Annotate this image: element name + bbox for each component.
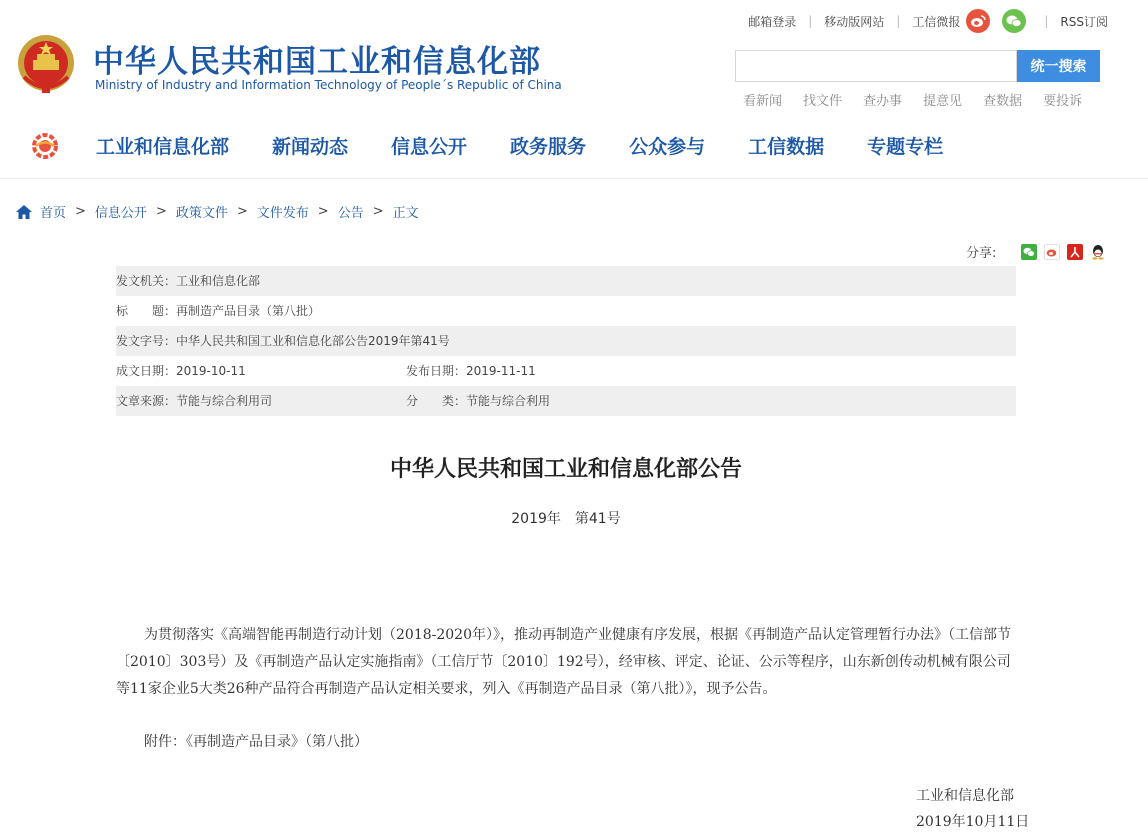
divider: | [1044, 14, 1049, 28]
breadcrumb [16, 202, 419, 221]
mail-login-link[interactable]: 邮箱登录 [748, 14, 797, 29]
main-nav [96, 132, 986, 159]
wechat-icon[interactable] [1002, 9, 1026, 33]
breadcrumb-info-disclosure[interactable]: 信息公开 [94, 206, 147, 221]
meta-row [116, 326, 1016, 356]
share-label: 分享: [966, 246, 997, 261]
quick-link-services[interactable]: 查办事 [863, 94, 903, 109]
breadcrumb-separator: > [372, 204, 384, 219]
nav-item-participation[interactable]: 公众参与 [629, 136, 706, 158]
nav-item-news[interactable]: 新闻动态 [272, 136, 349, 158]
breadcrumb-policy-documents[interactable]: 政策文件 [175, 206, 228, 221]
breadcrumb-separator: > [317, 204, 329, 219]
search-button[interactable]: 统一搜索 [1017, 50, 1100, 82]
share-bar [966, 242, 1106, 261]
breadcrumb-current[interactable]: 正文 [392, 206, 419, 221]
signature-organization: 工业和信息化部 [916, 788, 1014, 804]
quick-link-news[interactable]: 看新闻 [743, 94, 783, 109]
breadcrumb-separator: > [236, 204, 248, 219]
signature-date: 2019年10月11日 [916, 814, 1030, 830]
quick-link-data[interactable]: 查数据 [983, 94, 1023, 109]
meta-published-date: 发布日期：2019-11-11 [406, 364, 536, 378]
breadcrumb-announcement[interactable]: 公告 [337, 206, 364, 221]
nav-item-info-disclosure[interactable]: 信息公开 [391, 136, 468, 158]
meta-source: 文章来源：节能与综合利用司 [116, 394, 273, 408]
share-renren-icon[interactable] [1067, 244, 1083, 260]
breadcrumb-home[interactable]: 首页 [40, 206, 67, 221]
meta-row [116, 356, 1016, 386]
home-icon[interactable] [16, 205, 32, 219]
search-input[interactable] [735, 50, 1017, 82]
meta-row [116, 266, 1016, 296]
divider: | [896, 14, 901, 28]
share-qq-icon[interactable] [1090, 244, 1106, 260]
article-attachment[interactable]: 附件：《再制造产品目录》（第八批） [144, 734, 368, 750]
quick-links [743, 90, 1103, 109]
quick-link-files[interactable]: 找文件 [803, 94, 843, 109]
article-title: 中华人民共和国工业和信息化部公告 [389, 457, 742, 482]
article-body: 为贯彻落实《高端智能再制造行动计划（2018-2020年）》，推动再制造产业健康有序发展，根据《再制造产品认定管理暂行办法》（工信部节〔2010〕303号）及《再制造产品认定实施指南》（工信厅节〔2010〕192号），经审核、评定、论证、公示等程序，山东新创传动机械有限公司等11家企业5大类26种产品符合再制造产品认定相关要求，列入《再制造产品目录（第八批）》，现予公告。 [116, 627, 1011, 697]
share-weibo-icon[interactable] [1044, 244, 1060, 260]
top-links [748, 9, 1108, 33]
divider: | [808, 14, 813, 28]
nav-item-ministry[interactable]: 工业和信息化部 [96, 136, 230, 158]
quick-link-feedback[interactable]: 提意见 [923, 94, 963, 109]
breadcrumb-file-release[interactable]: 文件发布 [256, 206, 309, 221]
nav-item-services[interactable]: 政务服务 [510, 136, 587, 158]
nav-item-data[interactable]: 工信数据 [748, 136, 825, 158]
meta-row [116, 296, 1016, 326]
share-wechat-icon[interactable] [1021, 244, 1037, 260]
breadcrumb-separator: > [75, 204, 86, 219]
nav-logo-icon[interactable] [30, 131, 60, 161]
nav-divider [0, 178, 1148, 179]
site-title-english: Ministry of Industry and Information Technology of People´s Republic of China [95, 78, 562, 92]
quick-link-complaint[interactable]: 要投诉 [1043, 94, 1083, 109]
nav-item-topics[interactable]: 专题专栏 [867, 136, 944, 158]
document-meta-table [116, 266, 1016, 416]
meta-created-date: 成文日期：2019-10-11 [116, 364, 246, 378]
national-emblem-icon[interactable] [16, 33, 76, 95]
meta-issuer: 发文机关：工业和信息化部 [116, 274, 261, 288]
meta-category: 分 类：节能与综合利用 [406, 394, 551, 408]
weibo-news-link[interactable]: 工信微报 [912, 14, 961, 29]
weibo-icon[interactable] [966, 9, 990, 33]
site-title[interactable]: 中华人民共和国工业和信息化部 [93, 44, 541, 80]
article-number: 2019年 第41号 [511, 511, 621, 527]
meta-doc-number: 发文字号：中华人民共和国工业和信息化部公告2019年第41号 [116, 334, 450, 348]
breadcrumb-separator: > [155, 204, 167, 219]
meta-title: 标 题：再制造产品目录（第八批） [116, 304, 321, 318]
mobile-site-link[interactable]: 移动版网站 [824, 14, 885, 29]
meta-row [116, 386, 1016, 416]
rss-link[interactable]: RSS订阅 [1060, 14, 1108, 29]
